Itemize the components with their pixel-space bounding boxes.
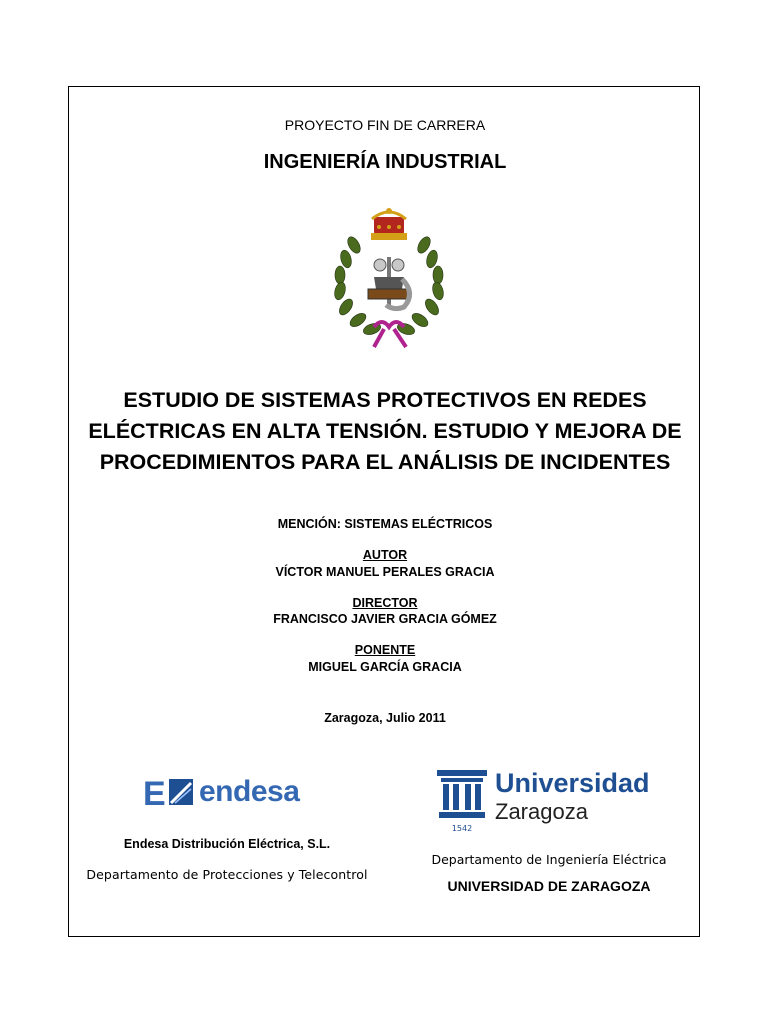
svg-text:E: E	[143, 775, 166, 809]
ponente-name: MIGUEL GARCÍA GRACIA	[308, 660, 462, 674]
endesa-logo	[143, 773, 299, 811]
director-name: FRANCISCO JAVIER GRACIA GÓMEZ	[273, 612, 497, 626]
founding-year: 1542	[451, 824, 473, 833]
endesa-department: Departamento de Protecciones y Telecontrol	[86, 867, 368, 882]
ponente-label: PONENTE	[354, 643, 416, 657]
university-department: Departamento de Ingeniería Eléctrica	[431, 852, 667, 867]
crown-icon	[371, 208, 407, 240]
university-name: UNIVERSIDAD DE ZARAGOZA	[447, 878, 651, 894]
cover-page	[68, 86, 700, 937]
school-crest-icon	[324, 207, 454, 352]
title-line: ESTUDIO DE SISTEMAS PROTECTIVOS EN REDES	[123, 388, 647, 412]
author-label: AUTOR	[362, 548, 408, 562]
thesis-title	[69, 385, 701, 478]
director-label: DIRECTOR	[352, 596, 418, 610]
degree-title: INGENIERÍA INDUSTRIAL	[263, 151, 507, 173]
specialization: MENCIÓN: SISTEMAS ELÉCTRICOS	[277, 517, 493, 531]
place-date: Zaragoza, Julio 2011	[324, 711, 446, 725]
project-type: PROYECTO FIN DE CARRERA	[284, 117, 486, 133]
endesa-company: Endesa Distribución Eléctrica, S.L.	[123, 837, 331, 851]
author-name: VÍCTOR MANUEL PERALES GRACIA	[275, 565, 495, 579]
university-building-icon	[435, 768, 489, 834]
title-line: ELÉCTRICAS EN ALTA TENSIÓN. ESTUDIO Y MEJORA DE	[88, 419, 682, 443]
title-line: PROCEDIMIENTOS PARA EL ANÁLISIS DE INCIDENTES	[99, 450, 671, 474]
endesa-wordmark: endesa	[199, 775, 300, 808]
endesa-mark-icon	[143, 775, 195, 809]
university-city: Zaragoza	[495, 799, 588, 824]
universidad-zaragoza-logo	[435, 768, 655, 834]
university-wordmark: Universidad	[495, 768, 650, 798]
